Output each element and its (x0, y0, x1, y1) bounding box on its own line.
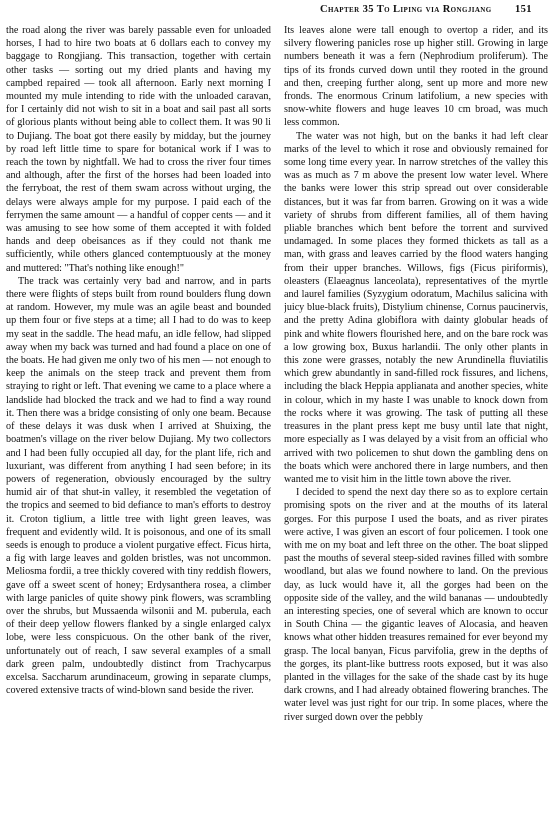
right-column (284, 24, 548, 830)
paragraph: I decided to spend the next day there so as to explore certain promising spots on the river and at the mouths of its lateral gorges. For this purpose I used the boats, and as river pirates were active, I was given an escort of four policemen. I took one with me on my boat and left three on the other. The boat slipped past the mouths of several steep-sided ravines filled with sombre woodland, but alas we found nowhere to land. On the previous day, as luck would have it, all the gorges had been on the opposite side of the valley, and the wild bananas — undoubtedly an interesting species, one of several which are known to occur in South China — the gigantic leaves of Alocasia, and heaven knows what other hidden treasures remained for ever beyond my grasp. The local banyan, Ficus parvifolia, grew in the depths of the gorges, its plant-like buttress roots exposed, but it was also planted in the villages for the sake of the shade cast by its huge dark crowns, and I had already obtained flowering branches. The water level was just right for our trip. In some places, where the river surged down over the pebbly (284, 487, 548, 723)
running-head (0, 4, 550, 20)
chapter-title: Chapter 35 To Liping via Rongjiang (320, 4, 492, 15)
paragraph: the road along the river was barely passable even for unloaded horses, I had to hire two boats at 6 dollars each to convey my baggage to Rongjiang. This transaction, together with certain other tasks — sorting out my dried plants and having my campbed repaired — took all afternoon. Early next morning I mounted my mule intending to ride with the unloaded caravan, for I certainly did not wish to sit in a boat and sail past all sorts of glorious plants without being able to collect them. It was 90 li to Dujiang. The boat got there easily by midday, but the journey by road left little time to spare for botanical work if I was to reach the town by nightfall. We had to cross the river four times and although, after the first of the horses had been loaded into the ferryboat, the rest of them swam across without urging, the delays were always ample for my purpose. I paid each of the ferrymen the same amount — a handful of copper cents — and it was amusing to see how some of them accepted it with folded hands and deep obeisances as if they could not thank me sufficiently, while others glanced contemptuously at the money and muttered: "That's nothing like enough!" (6, 25, 271, 274)
paragraph: Its leaves alone were tall enough to overtop a rider, and its silvery flowering panicles rose up higher still. Growing in large numbers beneath it was a fern (Nephrodium proliferum). The tips of its fronds curved down until they rooted in the ground and then, creeping further along, sent up more and more new fronds. The enormous Crinum latifolium, a new species with snow-white flowers and huge leaves 10 cm broad, was much less common. (284, 25, 548, 129)
paragraph: The track was certainly very bad and narrow, and in parts there were flights of steps built from round boulders flung down at random. However, my mule was an agile beast and bounded up them four or five steps at a time; all I had to do was to keep my seat in the saddle. The head mafu, an idle fellow, had slipped away when my back was turned and had found a place on one of the boats. He had given me only two of his men — not enough to keep the animals on the steep track and prevent them from straying to right or left. That evening we came to a place where a landslide had blocked the track and we had to find a way round it. Then there was a bridge consisting of only one beam. Because of these delays it was dusk when I arrived at Shuixing, the boatmen's village on the river below Dujiang. My two collectors and I had been fully occupied all day, for the plant life, rich and luxuriant, was different from anything I had seen before; in its powers of regeneration, obviously encouraged by the sultry humid air of that shut-in valley, it resembled the vegetation of the tropics and seemed to bid defiance to man's efforts to destroy it. Croton tiglium, a little tree with light green leaves, was frequent and evidently wild. It is poisonous, and one of its small seeds is enough to produce a violent purgative effect. Ficus hirta, a fig with large leaves and golden bristles, was not uncommon. Meliosma fordii, a tree thickly covered with tiny reddish flowers, gave off a sweet scent of honey; Erdysanthera rosea, a climber with large panicles of quite showy pink flowers, was scrambling over the shrubs, but Mussaenda wilsonii and M. puberula, each of their deep yellow flowers flanked by a single enlarged calyx lobe, were less conspicuous. On the other bank of the river, unfortunately out of reach, I saw several examples of a small dark green palm, undoubtedly distinct from Trachycarpus excelsa. Saccharum arundinaceum, growing in separate clumps, covered extensive tracts of wind-blown sand beside the river. (6, 275, 271, 697)
left-column (6, 24, 271, 830)
paragraph: The water was not high, but on the banks it had left clear marks of the level to which it rose and obviously remained for some long time every year. In narrow stretches of the valley this was as much as 7 m above the present low water level. Where the banks were lower this strip spread out over considerable distances, but it was far from barren. Growing on it was a wide variety of shrubs from different families, all of them having pliable branches which bent before the torrent and survived undamaged. In some places they formed thickets as tall as a man, with grass and leaves carried by the flood waters hanging from their upper branches. Willows, figs (Ficus piriformis), oleasters (Elaeagnus lanceolata), representatives of the myrtle and laurel families (Syzygium odoratum, Machilus salicina with juicy blue-black fruits), Distylium chinense, Cornus paucinervis, and the pretty Adina globiflora with dainty globular heads of pink and white flowers flourished here, and on the bare rock was a low growing box, Buxus harlandii. The only other plants in this zone were grasses, notably the new Arundinella fluviatilis which grew abundantly in sand-filled rock fissures, and lichens, including the black Heppia applianata and another species, white in colour, which in my haste I was unable to knock down from the rocks where it was growing. The task of putting all these treasures in the plant press kept me busy until late that night, more especially as I was delayed by a visit from an official who arrived with two policemen to shut down the gambling dens on the boats which were anchored there in large numbers, and then wanted me to visit him in the little town above the river. (284, 130, 548, 485)
page-number: 151 (515, 4, 532, 15)
